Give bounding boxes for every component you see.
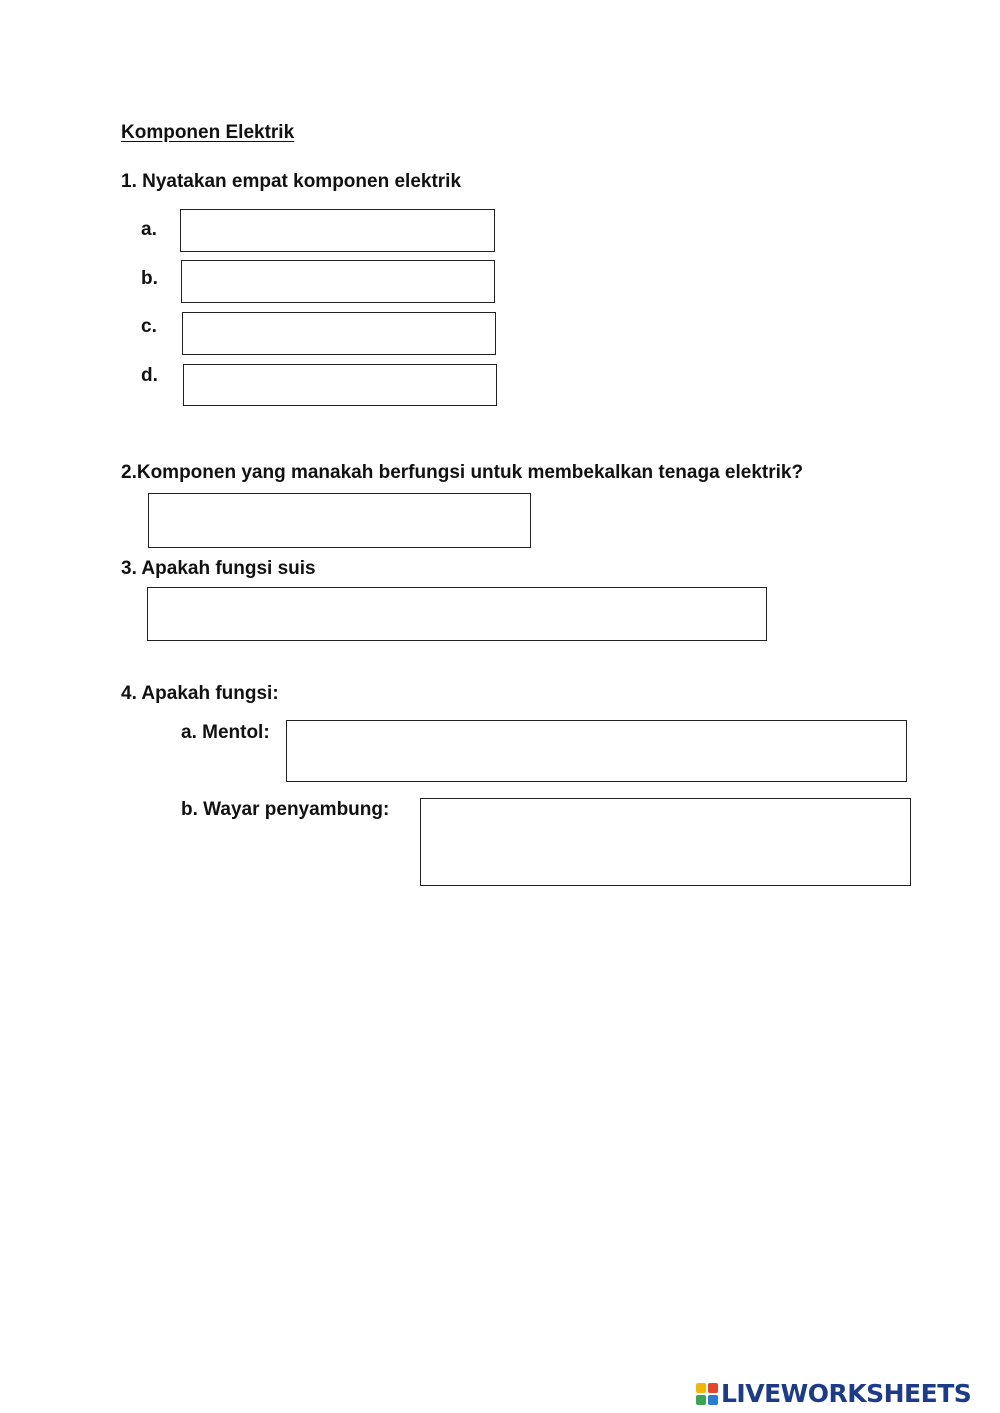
question-1-label-a: a. [141,219,157,240]
answer-3-input[interactable] [147,587,767,641]
question-4a-label: a. Mentol: [181,722,270,743]
answer-1d-input[interactable] [183,364,497,406]
question-1-label-b: b. [141,268,158,289]
question-4b-label: b. Wayar penyambung: [181,799,390,820]
logo-square-3 [696,1395,706,1405]
page-title: Komponen Elektrik [121,122,295,143]
logo-square-4 [708,1395,718,1405]
question-1-text: 1. Nyatakan empat komponen elektrik [121,171,462,192]
answer-4b-input[interactable] [420,798,911,886]
answer-1b-input[interactable] [181,260,495,303]
logo-text: LIVEWORKSHEETS [721,1379,972,1408]
answer-4a-input[interactable] [286,720,907,782]
question-1-label-d: d. [141,365,158,386]
logo-square-2 [708,1383,718,1393]
answer-1c-input[interactable] [182,312,496,355]
question-1-label-c: c. [141,316,157,337]
answer-2-input[interactable] [148,493,531,548]
liveworksheets-logo-icon [696,1383,718,1405]
liveworksheets-logo [696,1379,971,1409]
question-3-text: 3. Apakah fungsi suis [121,558,316,579]
answer-1a-input[interactable] [180,209,495,252]
question-2-text: 2.Komponen yang manakah berfungsi untuk membekalkan tenaga elektrik? [121,462,804,483]
logo-square-1 [696,1383,706,1393]
question-4-text: 4. Apakah fungsi: [121,683,279,704]
